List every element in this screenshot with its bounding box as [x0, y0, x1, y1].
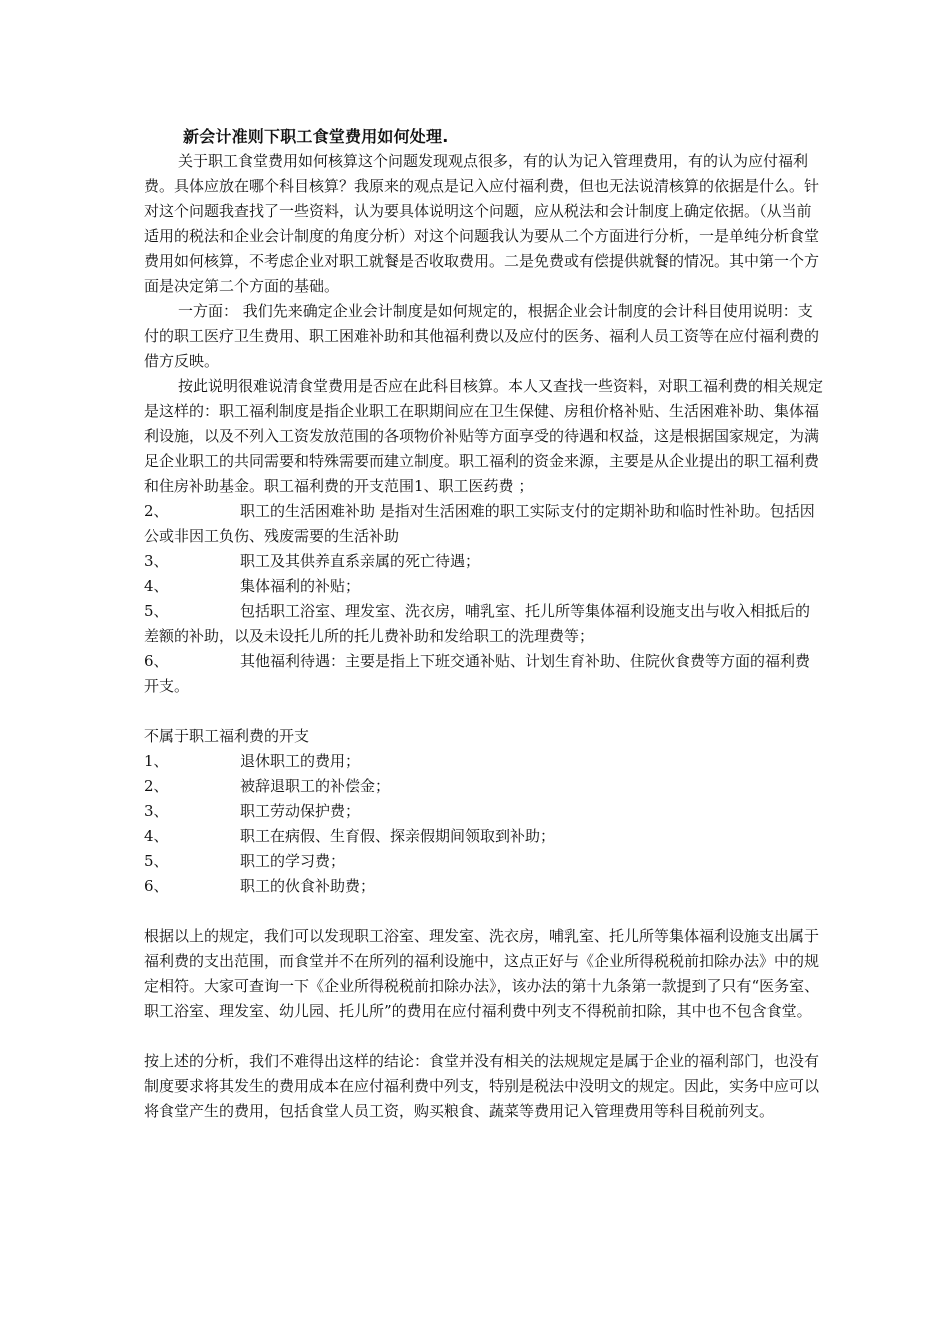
list-item — [144, 874, 824, 899]
list-item-text: 职工的学习费； — [240, 852, 346, 870]
analysis-paragraph: 根据以上的规定，我们可以发现职工浴室、理发室、洗衣房，哺乳室、托儿所等集体福利设施支出属于福利费的支出范围，而食堂并不在所列的福利设施中，这点正好与《企业所得税税前扣除办法》中的规定相符。大家可查询一下《企业所得税税前扣除办法》，该办法的第十九条第一款提到了只有“医务室、职工浴室、理发室、幼儿园、托儿所”的费用在应付福利费中列支不得税前扣除，其中也不包含食堂。 — [144, 927, 820, 1020]
document-title: 新会计准则下职工食堂费用如何处理. — [183, 127, 449, 146]
list-item-number: 4、 — [144, 577, 169, 595]
list-item-number: 4、 — [144, 827, 169, 845]
spacer — [144, 899, 824, 924]
list-item-number: 6、 — [144, 652, 169, 670]
welfare-definition-paragraph: 按此说明很难说清食堂费用是否应在此科目核算。本人又查找一些资料，对职工福利费的相关规定是这样的：职工福利制度是指企业职工在职期间应在卫生保健、房租价格补贴、生活困难补助、集体福利设施，以及不列入工资发放范围的各项物价补贴等方面享受的待遇和权益，这是根据国家规定，为满足企业职工的共同需要和特殊需要而建立制度。职工福利的资金来源，主要是从企业提出的职工福利费和住房补助基金。职工福利费的开支范围1、职工医药费 ； — [144, 377, 824, 495]
list-item — [144, 574, 824, 599]
list-item — [144, 799, 824, 824]
list-item — [144, 499, 824, 549]
not-welfare-heading: 不属于职工福利费的开支 — [144, 727, 310, 745]
list-item-text: 职工劳动保护费； — [240, 802, 361, 820]
list-item-text: 退休职工的费用； — [240, 752, 361, 770]
list-item — [144, 849, 824, 874]
list-item-number: 3、 — [144, 802, 169, 820]
spacer — [144, 1024, 824, 1049]
not-welfare-list — [144, 749, 824, 899]
list-item-number: 2、 — [144, 777, 169, 795]
list-item-number: 2、 — [144, 502, 169, 520]
list-item-text: 职工的伙食补助费； — [240, 877, 376, 895]
list-item-text: 其他福利待遇：主要是指上下班交通补贴、计划生育补助、住院伙食费等方面的福利费开支。 — [144, 652, 811, 695]
list-item-text: 集体福利的补贴； — [240, 577, 361, 595]
list-item-number: 5、 — [144, 852, 169, 870]
first-aspect-paragraph: 一方面： 我们先来确定企业会计制度是如何规定的，根据企业会计制度的会计科目使用说明：支付的职工医疗卫生费用、职工困难补助和其他福利费以及应付的医务、福利人员工资等在应付福利费的借方反映。 — [144, 302, 820, 370]
document-body — [144, 149, 824, 1124]
list-item-text: 职工及其供养直系亲属的死亡待遇； — [240, 552, 481, 570]
list-item-number: 5、 — [144, 602, 169, 620]
list-item — [144, 549, 824, 574]
list-item-text: 职工的生活困难补助 是指对生活困难的职工实际支付的定期补助和临时性补助。包括因公或非因工负伤、残废需要的生活补助 — [144, 502, 815, 545]
list-item-text: 包括职工浴室、理发室、洗衣房，哺乳室、托儿所等集体福利设施支出与收入相抵后的差额的补助，以及未设托儿所的托儿费补助和发给职工的洗理费等； — [144, 602, 811, 645]
list-item — [144, 599, 824, 649]
conclusion-paragraph: 按上述的分析，我们不难得出这样的结论：食堂并没有相关的法规规定是属于企业的福利部门，也没有制度要求将其发生的费用成本在应付福利费中列支，特别是税法中没明文的规定。因此，实务中应可以将食堂产生的费用，包括食堂人员工资，购买粮食、蔬菜等费用记入管理费用等科目税前列支。 — [144, 1052, 820, 1120]
list-item — [144, 774, 824, 799]
list-item-text: 职工在病假、生育假、探亲假期间领取到补助； — [240, 827, 556, 845]
intro-paragraph: 关于职工食堂费用如何核算这个问题发现观点很多，有的认为记入管理费用，有的认为应付福利费。具体应放在哪个科目核算？我原来的观点是记入应付福利费，但也无法说清核算的依据是什么。针对这个问题我查找了一些资料，认为要具体说明这个问题，应从税法和会计制度上确定依据。（从当前适用的税法和企业会计制度的角度分析）对这个问题我认为要从二个方面进行分析，一是单纯分析食堂费用如何核算，不考虑企业对职工就餐是否收取费用。二是免费或有偿提供就餐的情况。其中第一个方面是决定第二个方面的基础。 — [144, 152, 820, 295]
list-item-text: 被辞退职工的补偿金； — [240, 777, 391, 795]
spacer — [144, 699, 824, 724]
list-item-number: 3、 — [144, 552, 169, 570]
list-item — [144, 649, 824, 699]
list-item-number: 1、 — [144, 752, 169, 770]
welfare-items-list — [144, 499, 824, 699]
list-item-number: 6、 — [144, 877, 169, 895]
list-item — [144, 824, 824, 849]
list-item — [144, 749, 824, 774]
